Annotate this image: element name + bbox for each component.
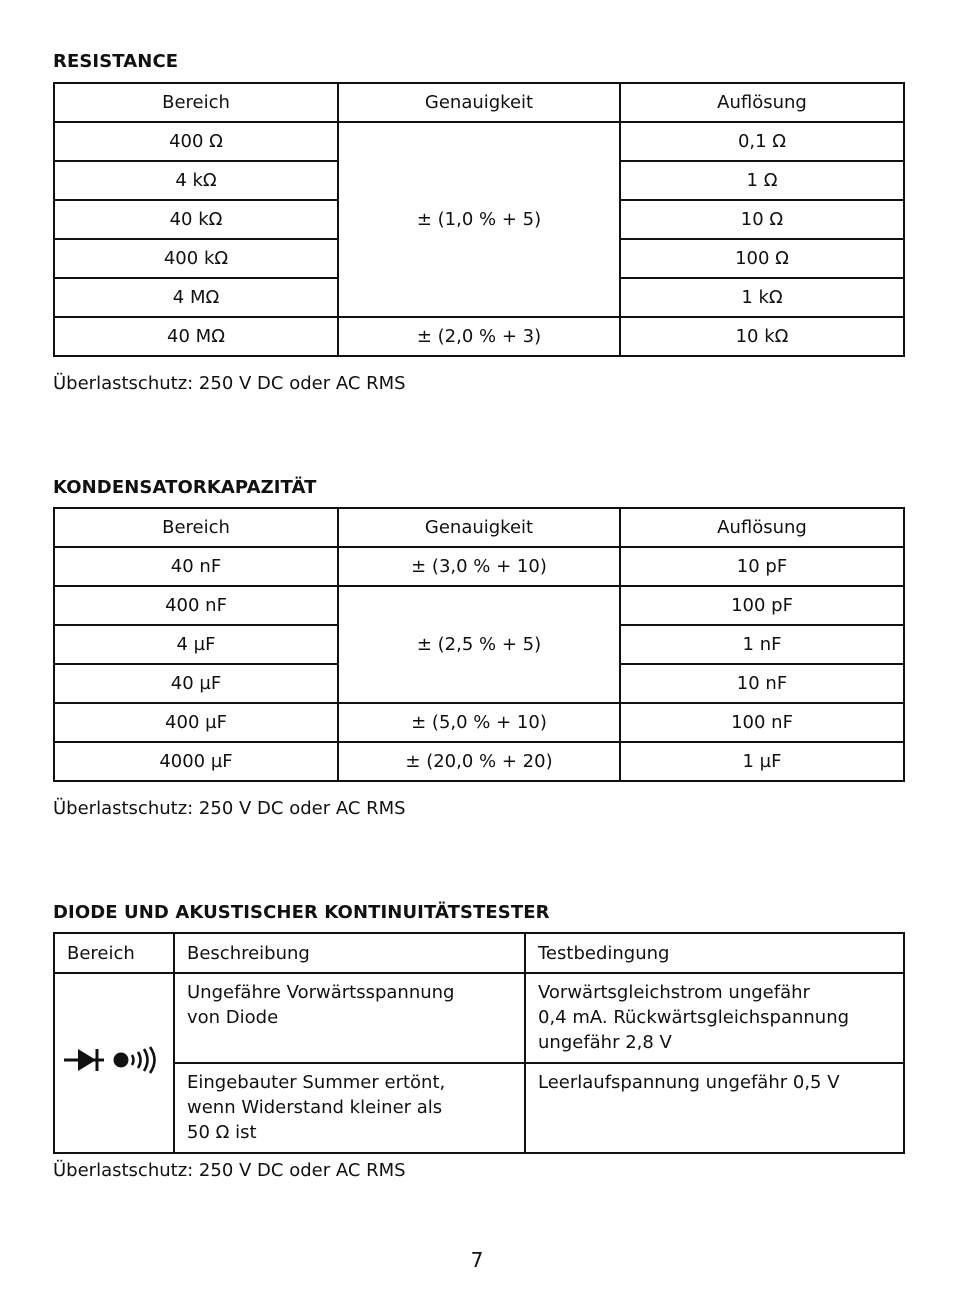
range-cell: 400 nF [54,586,338,625]
range-cell: 40 µF [54,664,338,703]
resolution-cell: 1 kΩ [620,278,904,317]
header-condition: Testbedingung [525,933,904,973]
resolution-cell: 100 pF [620,586,904,625]
header-resolution: Auflösung [620,508,904,547]
description-line: Eingebauter Summer ertönt, [187,1072,446,1093]
table-header-row [54,83,904,122]
condition-line: Leerlaufspannung ungefähr 0,5 V [538,1072,840,1093]
condition-cell [525,973,904,1063]
description-line: Ungefähre Vorwärtsspannung [187,982,455,1003]
accuracy-cell: ± (1,0 % + 5) [338,122,620,317]
header-description: Beschreibung [174,933,525,973]
accuracy-cell: ± (3,0 % + 10) [338,547,620,586]
overload-note: Überlastschutz: 250 V DC oder AC RMS [53,1160,406,1181]
description-cell [174,973,525,1063]
resolution-cell: 10 pF [620,547,904,586]
range-cell: 40 MΩ [54,317,338,356]
resolution-cell: 1 nF [620,625,904,664]
description-line: von Diode [187,1007,279,1028]
table-row [54,586,904,625]
table-row [54,703,904,742]
resolution-cell: 10 nF [620,664,904,703]
table-row [54,742,904,781]
range-symbol-cell [54,973,174,1153]
table-row [54,122,904,161]
description-line: 50 Ω ist [187,1122,257,1143]
condition-line: 0,4 mA. Rückwärtsgleichspannung [538,1007,850,1028]
resolution-cell: 1 Ω [620,161,904,200]
diode-table [53,932,905,1154]
accuracy-cell: ± (2,0 % + 3) [338,317,620,356]
range-cell: 4 MΩ [54,278,338,317]
condition-line: Vorwärtsgleichstrom ungefähr [538,982,810,1003]
resolution-cell: 1 µF [620,742,904,781]
overload-note: Überlastschutz: 250 V DC oder AC RMS [53,798,406,819]
header-resolution: Auflösung [620,83,904,122]
resistance-title: RESISTANCE [53,51,179,72]
accuracy-cell: ± (5,0 % + 10) [338,703,620,742]
header-accuracy: Genauigkeit [338,508,620,547]
table-row [54,1063,904,1153]
range-cell: 400 kΩ [54,239,338,278]
condition-line: ungefähr 2,8 V [538,1032,672,1053]
resolution-cell: 10 kΩ [620,317,904,356]
range-cell: 4000 µF [54,742,338,781]
range-cell: 40 nF [54,547,338,586]
capacitance-title: KONDENSATORKAPAZITÄT [53,477,317,498]
diode-title: DIODE UND AKUSTISCHER KONTINUITÄTSTESTER [53,902,550,923]
range-cell: 4 µF [54,625,338,664]
header-range: Bereich [54,933,174,973]
table-row [54,317,904,356]
diode-continuity-icon [62,1046,166,1074]
header-accuracy: Genauigkeit [338,83,620,122]
table-header-row [54,508,904,547]
header-range: Bereich [54,83,338,122]
table-header-row [54,933,904,973]
resolution-cell: 10 Ω [620,200,904,239]
page-number: 7 [470,1248,484,1272]
overload-note: Überlastschutz: 250 V DC oder AC RMS [53,373,406,394]
header-range: Bereich [54,508,338,547]
table-row [54,547,904,586]
resistance-table [53,82,905,357]
range-cell: 4 kΩ [54,161,338,200]
range-cell: 400 µF [54,703,338,742]
range-cell: 40 kΩ [54,200,338,239]
accuracy-cell: ± (2,5 % + 5) [338,586,620,703]
accuracy-cell: ± (20,0 % + 20) [338,742,620,781]
description-line: wenn Widerstand kleiner als [187,1097,443,1118]
resolution-cell: 100 Ω [620,239,904,278]
resolution-cell: 0,1 Ω [620,122,904,161]
table-row [54,973,904,1063]
capacitance-table [53,507,905,782]
range-cell: 400 Ω [54,122,338,161]
resolution-cell: 100 nF [620,703,904,742]
condition-cell [525,1063,904,1153]
description-cell [174,1063,525,1153]
